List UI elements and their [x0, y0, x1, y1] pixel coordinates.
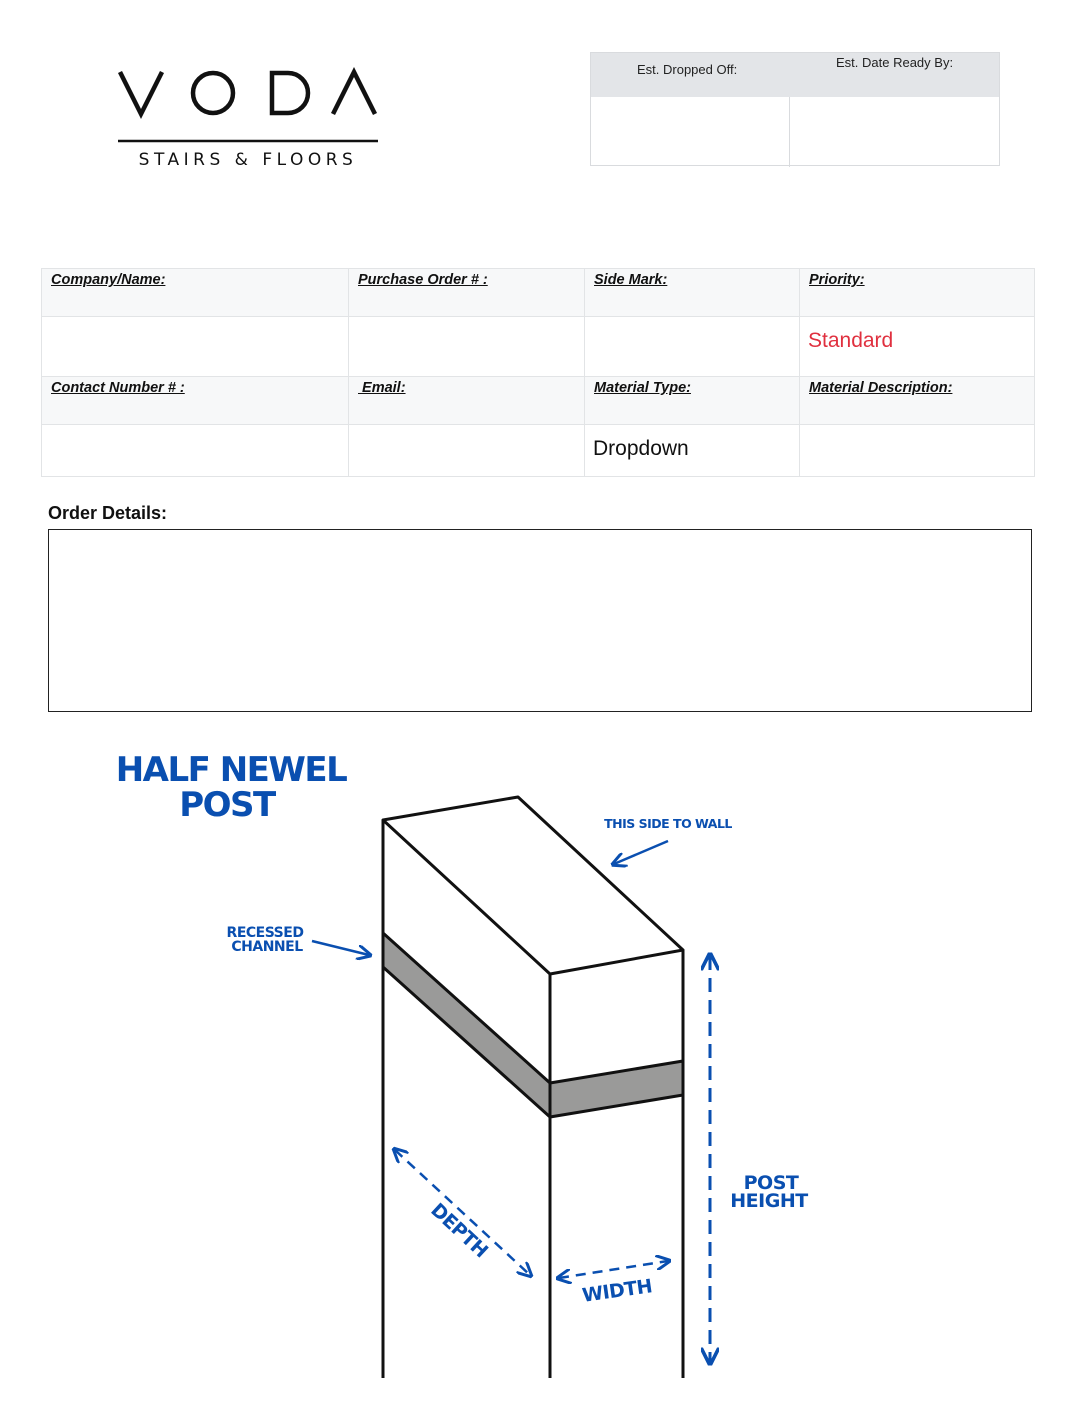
order-info-table [41, 268, 1035, 477]
header-row-2 [42, 377, 1034, 424]
half-newel-post-diagram [0, 740, 1088, 1400]
width-dimension-arrow [559, 1261, 668, 1278]
company-name-field[interactable] [42, 317, 349, 376]
priority-field[interactable] [800, 317, 1035, 376]
email-label: Email: [358, 380, 406, 396]
purchase-order-label: Purchase Order # : [358, 272, 488, 288]
side-mark-field[interactable] [585, 317, 800, 376]
order-details-label: Order Details: [48, 503, 168, 523]
diagram-title-line2: POST [179, 785, 275, 825]
header-cell [42, 377, 349, 424]
est-ready-by-field[interactable] [790, 97, 999, 167]
est-dropped-off-field[interactable] [591, 97, 789, 167]
channel-label-line2: CHANNEL [231, 939, 303, 955]
contact-number-field[interactable] [42, 425, 349, 477]
header-row-1 [42, 269, 1034, 316]
material-type-label: Material Type: [594, 380, 691, 396]
diagram-title-line1: HALF NEWEL [115, 750, 347, 790]
est-ready-by-label: Est. Date Ready By: [836, 55, 954, 70]
header-cell [349, 377, 585, 424]
company-name-label: Company/Name: [51, 272, 166, 288]
order-details-textarea[interactable] [48, 529, 1032, 712]
channel-arrow [312, 941, 369, 955]
header-cell [585, 377, 800, 424]
material-description-field[interactable] [800, 425, 1035, 477]
purchase-order-field[interactable] [349, 317, 585, 376]
header-cell [800, 269, 1035, 316]
wall-label: THIS SIDE TO WALL [604, 816, 732, 831]
height-label-line2: HEIGHT [730, 1190, 808, 1212]
header-cell [585, 269, 800, 316]
email-field[interactable] [349, 425, 585, 477]
channel-label-line1: RECESSED [226, 925, 304, 941]
header-cell [42, 269, 349, 316]
est-dropped-off-label: Est. Dropped Off: [637, 62, 738, 77]
voda-logo [112, 62, 384, 182]
wall-arrow [614, 841, 668, 864]
material-type-dropdown[interactable] [585, 425, 800, 477]
height-label-line1: POST [743, 1172, 799, 1194]
width-label: WIDTH [580, 1275, 654, 1307]
brand-tagline: STAIRS & FLOORS [138, 150, 358, 170]
depth-dimension-arrow [395, 1150, 530, 1275]
header-cell [800, 377, 1035, 424]
header-cell [349, 269, 585, 316]
value-row-1 [42, 317, 1034, 376]
material-type-value: Dropdown [593, 437, 689, 460]
recessed-channel-front [550, 1061, 683, 1117]
recessed-channel-side [383, 933, 550, 1117]
priority-value: Standard [808, 329, 894, 352]
side-mark-label: Side Mark: [594, 272, 668, 288]
priority-label: Priority: [809, 272, 865, 288]
value-row-2 [42, 425, 1034, 477]
voda-wordmark [112, 62, 384, 152]
depth-label: DEPTH [426, 1199, 492, 1263]
estimate-dates-table [590, 52, 1000, 166]
material-description-label: Material Description: [809, 380, 953, 396]
contact-number-label: Contact Number # : [51, 380, 185, 396]
